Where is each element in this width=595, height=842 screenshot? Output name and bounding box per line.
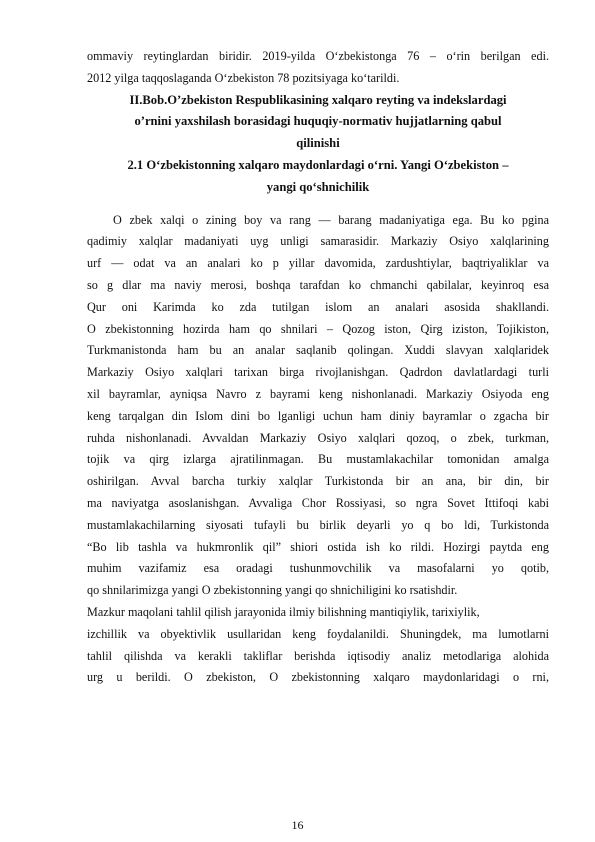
text-line: xil bayramlar, ayniqsa Navro z bayrami keng nishonlanadi. Markaziy Osiyoda eng <box>87 386 549 401</box>
heading-line: 2.1 O‘zbekistonning xalqaro maydonlardagi o‘rni. Yangi O‘zbekiston – <box>127 157 509 172</box>
text-line: Turkmanistonda ham bu an analar saqlanib qolingan. Xuddi slavyan xalqlaridek <box>87 343 549 358</box>
text-line: ma naviyatga asoslanishgan. Avvaliga Chor Rossiyasi, so ngra Sovet Ittifoqi kabi <box>87 495 549 510</box>
text-line: qadimiy xalqlar madaniyati uyg unligi samarasidir. Markaziy Osiyo xalqlarining <box>87 234 549 249</box>
text-line: izchillik va obyektivlik usullaridan keng foydalanildi. Shuningdek, ma lumotlarni <box>87 626 549 641</box>
text-line: ruhda nishonlanadi. Avvaldan Markaziy Osiyo xalqlari qozoq, o zbek, turkman, <box>87 430 549 445</box>
text-line: qo shnilarimizga yangi O zbekistonning yangi qo shnichiligini ko rsatishdir. <box>87 583 458 598</box>
text-line: tojik va qirg izlarga ajratilinmagan. Bu mustamlakachilar tomonidan amalga <box>87 452 549 467</box>
body-paragraph <box>87 210 549 602</box>
text-line: O zbekistonning hozirda ham qo shnilari – Qozog iston, Qirg iziston, Tojikiston, <box>87 321 549 336</box>
text-line: so g dlar ma naviy merosi, boshqa tarafdan ko chmanchi qabilalar, keyinroq esa <box>87 277 549 292</box>
text-line: urg u berildi. O zbekiston, O zbekistonning xalqaro maydonlaridagi o rni, <box>87 670 549 685</box>
heading-line: yangi qo‘shnichilik <box>266 179 370 194</box>
text-line: tahlil qilishda va kerakli takliflar berishda iqtisodiy analiz metodlariga alohida <box>87 648 549 663</box>
text-line: 2012 yilga taqqoslaganda O‘zbekiston 78 pozitsiyaga ko‘tarildi. <box>87 70 400 85</box>
chapter-heading <box>87 90 549 155</box>
text-line: ommaviy reytinglardan biridir. 2019-yilda O‘zbekistonga 76 – o‘rin berilgan edi. <box>87 49 549 63</box>
spacer <box>87 199 549 210</box>
heading-line: qilinishi <box>296 136 340 151</box>
text-line: muhim vazifamiz esa oradagi tushunmovchilik va masofalarni yo qotib, <box>87 561 549 576</box>
heading-line: o’rnini yaxshilash borasidagi huquqiy-normativ hujjatlarning qabul <box>134 114 502 129</box>
intro-paragraph <box>87 46 549 90</box>
text-line: Qur oni Karimda ko zda tutilgan islom an analari asosida shakllandi. <box>87 299 549 314</box>
text-line: “Bo lib tashla va hukmronlik qil” shiori ostida ish ko rildi. Hozirgi paytda eng <box>87 539 549 554</box>
text-line: keng tarqalgan din Islom dini bo lganligi uchun ham diniy bayramlar o zgacha bir <box>87 408 549 423</box>
text-line: mustamlakachilarning siyosati tufayli bu birlik deyarli yo q bo ldi, Turkistonda <box>87 517 549 532</box>
text-line: Mazkur maqolani tahlil qilish jarayonida ilmiy bilishning mantiqiylik, tarixiylik, <box>87 604 480 619</box>
text-line: Markaziy Osiyo xalqlari tarixan birga rivojlanishgan. Qadrdon davlatlardagi turli <box>87 365 549 380</box>
page-number: 16 <box>291 818 304 832</box>
text-line: urf — odat va an analari ko p yillar davomida, zardushtiylar, baqtriyaliklar va <box>87 256 549 271</box>
section-heading <box>87 155 549 199</box>
text-line: oshirilgan. Avval barcha turkiy xalqlar Turkistonda bir an ana, bir din, bir <box>87 474 549 489</box>
text-line: O zbek xalqi o zining boy va rang — barang madaniyatiga ega. Bu ko pgina <box>113 212 549 227</box>
heading-line: II.Bob.O’zbekiston Respublikasining xalqaro reyting va indekslardagi <box>129 92 507 107</box>
body-paragraph <box>87 602 549 689</box>
page-content <box>87 46 549 689</box>
